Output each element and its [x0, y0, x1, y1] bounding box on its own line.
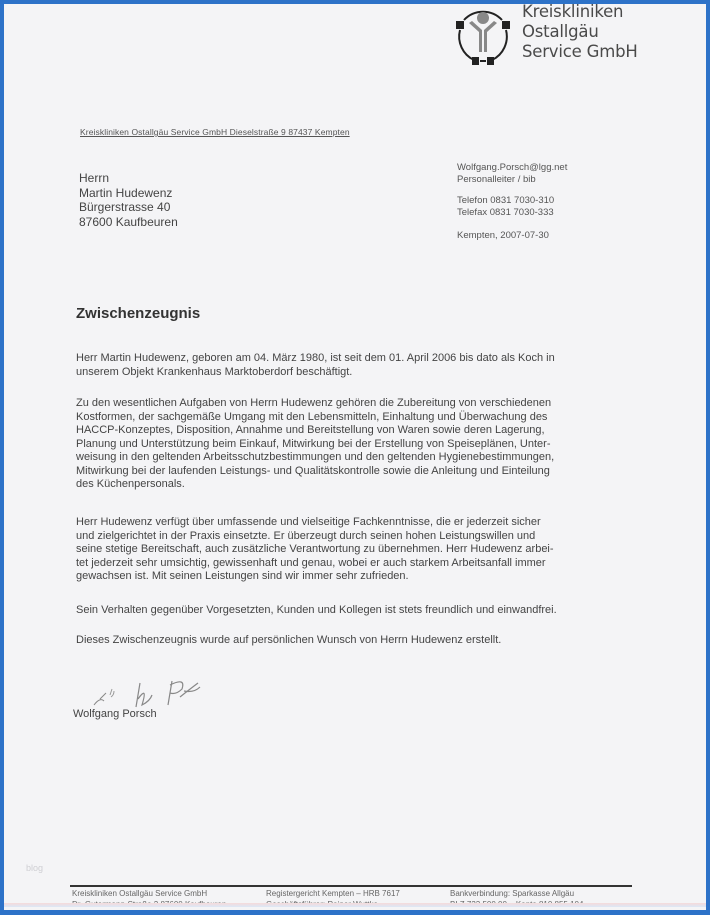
text-line: und zielgerichtet in der Praxis einsetzte. Er überzeugt durch seinen hohen Leistungswillen und	[76, 529, 536, 542]
contact-fax: Telefax 0831 7030-333	[457, 206, 554, 218]
text-line: weisung in den geltenden Arbeitsschutzbestimmungen und den geltenden Hygienebestimmungen,	[76, 451, 555, 463]
text-line: Kostformen, der sachgemäße Umgang mit den Lebensmitteln, Einhaltung und Überwachung des	[76, 410, 548, 423]
text-line: Zu den wesentlichen Aufgaben von Herrn Hudewenz gehören die Zubereitung von verschiedenen	[76, 397, 552, 409]
recipient-city: 87600 Kaufbeuren	[79, 214, 178, 229]
paragraph-skills	[76, 516, 646, 584]
footer-line: Kreiskliniken Ostallgäu Service GmbH	[72, 889, 208, 898]
footer-line: Bankverbindung: Sparkasse Allgäu	[450, 889, 575, 898]
text-line: Herr Hudewenz verfügt über umfassende und vielseitige Fachkenntnisse, die er jederzeit sicher	[76, 516, 541, 528]
company-logo-text	[522, 2, 638, 62]
text-line: Sein Verhalten gegenüber Vorgesetzten, Kunden und Kollegen ist stets freundlich und einwandfrei.	[76, 604, 557, 616]
signer-name: Wolfgang Porsch	[73, 708, 157, 720]
paragraph-conduct	[76, 604, 646, 618]
contact-block	[457, 162, 567, 242]
paragraph-intro	[76, 352, 646, 379]
recipient-salutation: Herrn	[79, 171, 110, 185]
footer-divider	[70, 885, 632, 887]
sender-return-address: Kreiskliniken Ostallgäu Service GmbH Dieselstraße 9 87437 Kempten	[80, 127, 350, 137]
watermark: blog	[26, 863, 44, 873]
logo-line: Kreiskliniken	[522, 2, 624, 21]
document-title: Zwischenzeugnis	[76, 305, 201, 322]
footer-line: Registergericht Kempten – HRB 7617	[266, 889, 400, 898]
text-line: Mitwirkung bei der laufenden Leistungs- und Qualitätskontrolle sowie die Anleitung und Einteilung	[76, 464, 550, 477]
contact-email[interactable]: Wolfgang.Porsch@lgg.net	[457, 162, 568, 173]
recipient-street: Bürgerstrasse 40	[79, 200, 171, 214]
recipient-name: Martin Hudewenz	[79, 185, 173, 200]
kreiskliniken-logo-icon	[452, 2, 514, 66]
text-line: Dieses Zwischenzeugnis wurde auf persönlichen Wunsch von Herrn Hudewenz erstellt.	[76, 634, 502, 646]
contact-role: Personalleiter / bib	[457, 173, 536, 185]
place-date: Kempten, 2007-07-30	[457, 230, 549, 241]
logo-line: Ostallgäu	[522, 22, 599, 41]
text-line: Herr Martin Hudewenz, geboren am 04. März 1980, ist seit dem 01. April 2006 bis dato als Koch in	[76, 352, 555, 364]
paragraph-closing	[76, 634, 646, 648]
text-line: unserem Objekt Krankenhaus Marktoberdorf beschäftigt.	[76, 365, 353, 378]
text-line: tet jederzeit sehr umsichtig, gewissenhaft und genau, wobei er auch starkem Arbeitsanfall immer	[76, 556, 546, 569]
text-line: seine stetige Bereitschaft, auch zusätzliche Verantwortung zu übernehmen. Herr Hudewenz arbei-	[76, 543, 554, 555]
text-line: HACCP-Konzeptes, Disposition, Annahme und Bereitstellung von Waren sowie deren Lagerung,	[76, 424, 545, 436]
text-line: Planung und Unterstützung beim Einkauf, Mitwirkung bei der Erstellung von Speiseplänen, Unter-	[76, 437, 551, 450]
logo-line: Service GmbH	[522, 42, 638, 61]
text-line: gewachsen ist. Mit seinen Leistungen sind wir immer sehr zufrieden.	[76, 570, 409, 582]
contact-phone: Telefon 0831 7030-310	[457, 195, 555, 206]
recipient-address	[79, 171, 178, 229]
text-line: des Küchenpersonals.	[76, 478, 185, 490]
scan-artifact-band	[4, 903, 706, 907]
paragraph-duties	[76, 397, 646, 492]
